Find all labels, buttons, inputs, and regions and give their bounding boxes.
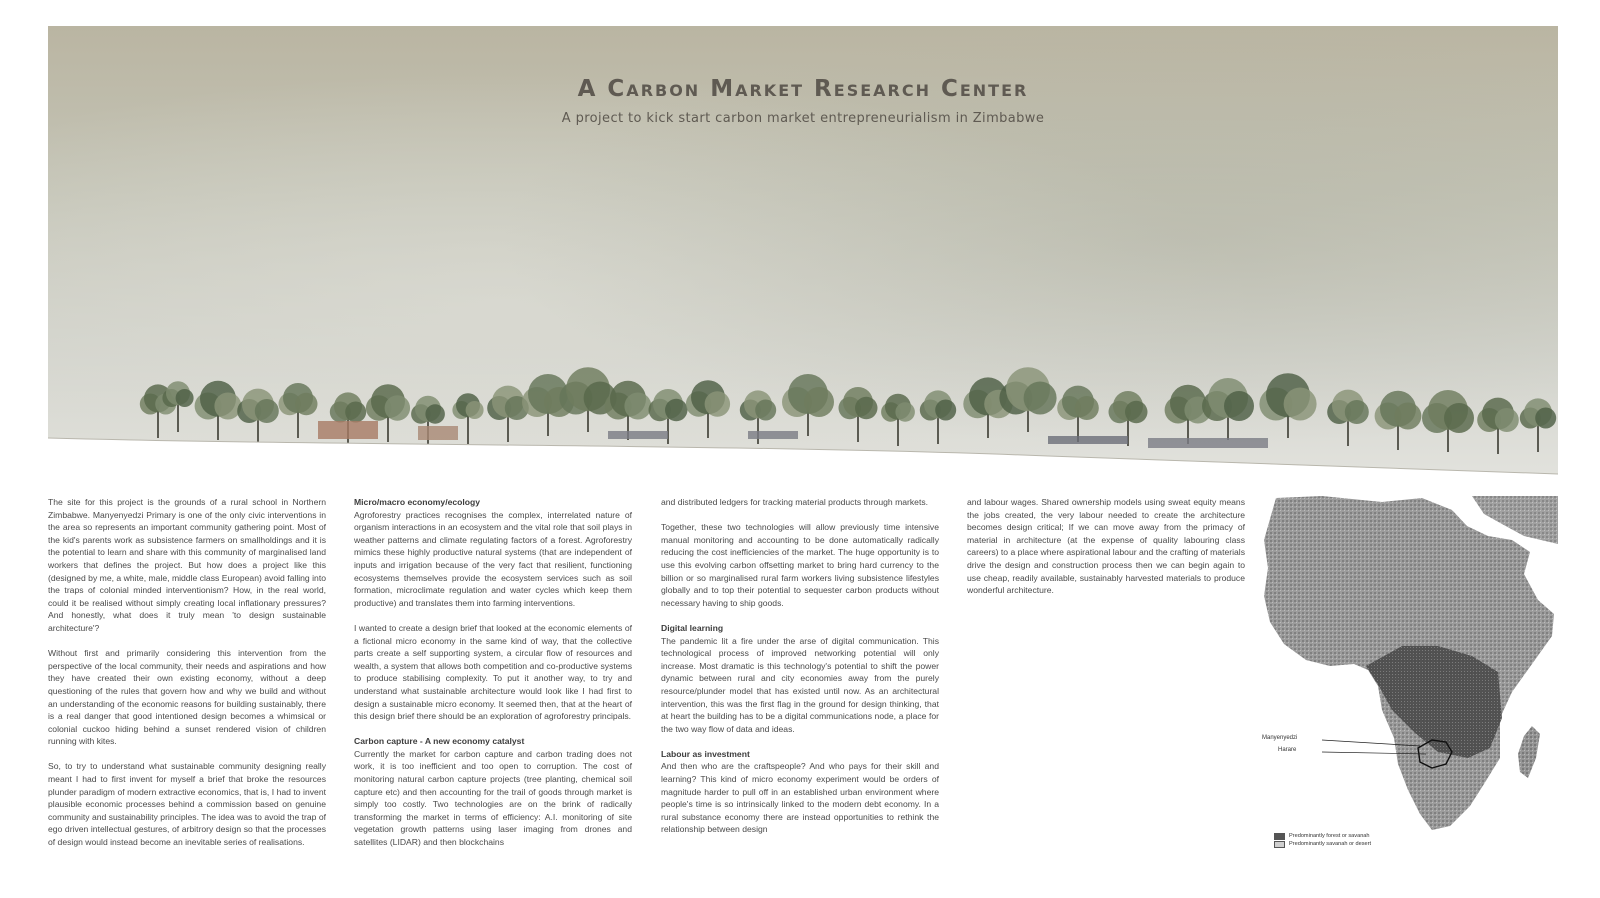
legend-label: Predominantly savanah or desert <box>1289 841 1372 847</box>
section-heading: Micro/macro economy/ecology <box>354 497 481 507</box>
paragraph: I wanted to create a design brief that looked at the economic elements of a fictional micro economy in the same kind of way, that the collective parts create a self supporting system, a circular flow of resources and wealth, a system that allows both competition and co-productive systems to produce stabilising complexity. To put it another way, to try and understand what sustainable architecture would look like I had first to design a sustainable micro economy. It seemed then, that at the heart of this design brief there should be an exploration of agroforestry principals. <box>354 622 632 722</box>
paragraph: And then who are the craftspeople? And who pays for their skill and learning? This kind of micro economy experiment would be orders of magnitude harder to pull off in an established urban environment where people's time is so intrinsically linked to the modern debt economy. In a rural substance economy there are instead opportunities to rethink the relationship between design <box>661 761 939 835</box>
page-title: A Carbon Market Research Center <box>577 76 1029 102</box>
paragraph: Currently the market for carbon capture and carbon trading does not work, it is too inefficient and too open to corruption. The cost of monitoring natural carbon capture projects (tree planting, chemical soil capture etc) and then accounting for the trail of goods through market is simply too costly. Two technologies are on the brink of radically transforming the market in terms of efficiency: A.I. monitoring of site vegetation growth patterns using laser imaging from drones and satellites (LIDAR) and then blockchains <box>354 748 632 848</box>
legend-label: Predominantly forest or savanah <box>1289 833 1370 839</box>
paragraph: Agroforestry practices recognises the complex, interrelated nature of organism interactions in an ecosystem and the vital role that soil plays in weather patterns and climate regulating factors of a forest. Agroforestry mimics these highly productive natural systems (that are independent of inputs and irrigation because of the very fact that resilient, functioning ecosystems themselves provide the ecosystem services such as soil formation, microclimate regulation and water cycles which keep them productive) and translates them into farming interventions. <box>354 509 632 608</box>
africa-map-graphic <box>1262 496 1558 872</box>
paragraph: The pandemic lit a fire under the arse of digital communication. This technological process of improved networking potential will only increase. Most dramatic is this technology's potential to shift the power dynamic between rural and city economies away from the purely resource/plunder model that has existed until now. As an architectural intervention, this was the first flag in the ground for design thinking, that at heart the building has to be a digital communications node, a place for the two way flow of data and ideas. <box>661 635 939 734</box>
map-label-harare: Harare <box>1278 747 1297 753</box>
legend-swatch-light <box>1274 841 1285 848</box>
text-column-4 <box>967 496 1245 609</box>
legend-item <box>1274 840 1371 848</box>
section-heading: Digital learning <box>661 622 724 633</box>
map-legend <box>1274 832 1371 848</box>
section-heading: Carbon capture - A new economy catalyst <box>354 736 525 747</box>
map-label-manyenyedzi: Manyenyedzi <box>1262 735 1298 741</box>
paragraph: and distributed ledgers for tracking material products through markets. <box>661 497 929 507</box>
paragraph: and labour wages. Shared ownership models using sweat equity means the jobs created, the very labour needed to create the architecture becomes design critical; If we can move away from the primacy of material in architecture (at the expense of quality labouring class careers) to a place where aspirational labour and the crafting of materials drive the design and construction process then we can begin again to use cheap, readily available, sustainably harvested materials to produce wonderful architecture. <box>967 497 1246 596</box>
section-heading: Labour as investment <box>661 748 750 759</box>
page-subtitle: A project to kick start carbon market entrepreneurialism in Zimbabwe <box>561 111 1045 126</box>
legend-item <box>1274 832 1371 840</box>
text-column-1 <box>48 496 326 861</box>
text-column-3 <box>661 496 939 849</box>
text-column-2 <box>354 496 632 861</box>
paragraph: The site for this project is the grounds of a rural school in Northern Zimbabwe. Manyenyedzi Primary is one of the only civic interventions in the area so represents an important community gathering point. Most of the kid's parents work as subsistence farmers on smallholdings and it is the potential to learn and share with this community of marginalised land workers that defines the project. But how does a project like this (designed by me, a white, male, middle class European) avoid falling into the traps of colonial minded interventionism? How, in the real world, could it be realised without simply creating local inflationary pressures? And honestly, what does it truly mean 'to design sustainable architecture'? <box>48 497 326 633</box>
paragraph: Without first and primarily considering this intervention from the perspective of the local community, their needs and aspirations and how they have created their own existing economy, without a deep questioning of the rules that govern how and why we build and without an understanding of the economic reasons for building sustainably, there is a real danger that good intentioned design becomes a whimsical or colonial cuckoo hiding behind a sunset rendered vision of children running with kites. <box>48 648 326 747</box>
africa-map <box>1262 496 1558 872</box>
paragraph: Together, these two technologies will allow previously time intensive manual monitoring and accounting to be done automatically radically reducing the cost inefficiencies of the market. The huge opportunity is to use this evolving carbon offsetting market to bring hard currency to the billion or so marginalised rural farm workers living subsistence lifestyles globally and to top their potential to sequester carbon products without necessary having to ship goods. <box>661 522 939 608</box>
legend-swatch-dark <box>1274 833 1285 840</box>
paragraph: So, to try to understand what sustainable community designing really meant I had to first invent for myself a brief that broke the resources plunder paradigm of modern extractive economics, that is, I had to invent plausible economic processes behind a commission based on genuine community and sustainability principles. The idea was to avoid the trap of ego driven intellectual gestures, of arbitrory design so that the processes of design would instead become an inevitable series of realisations. <box>48 761 326 848</box>
hero-panorama <box>48 26 1558 494</box>
